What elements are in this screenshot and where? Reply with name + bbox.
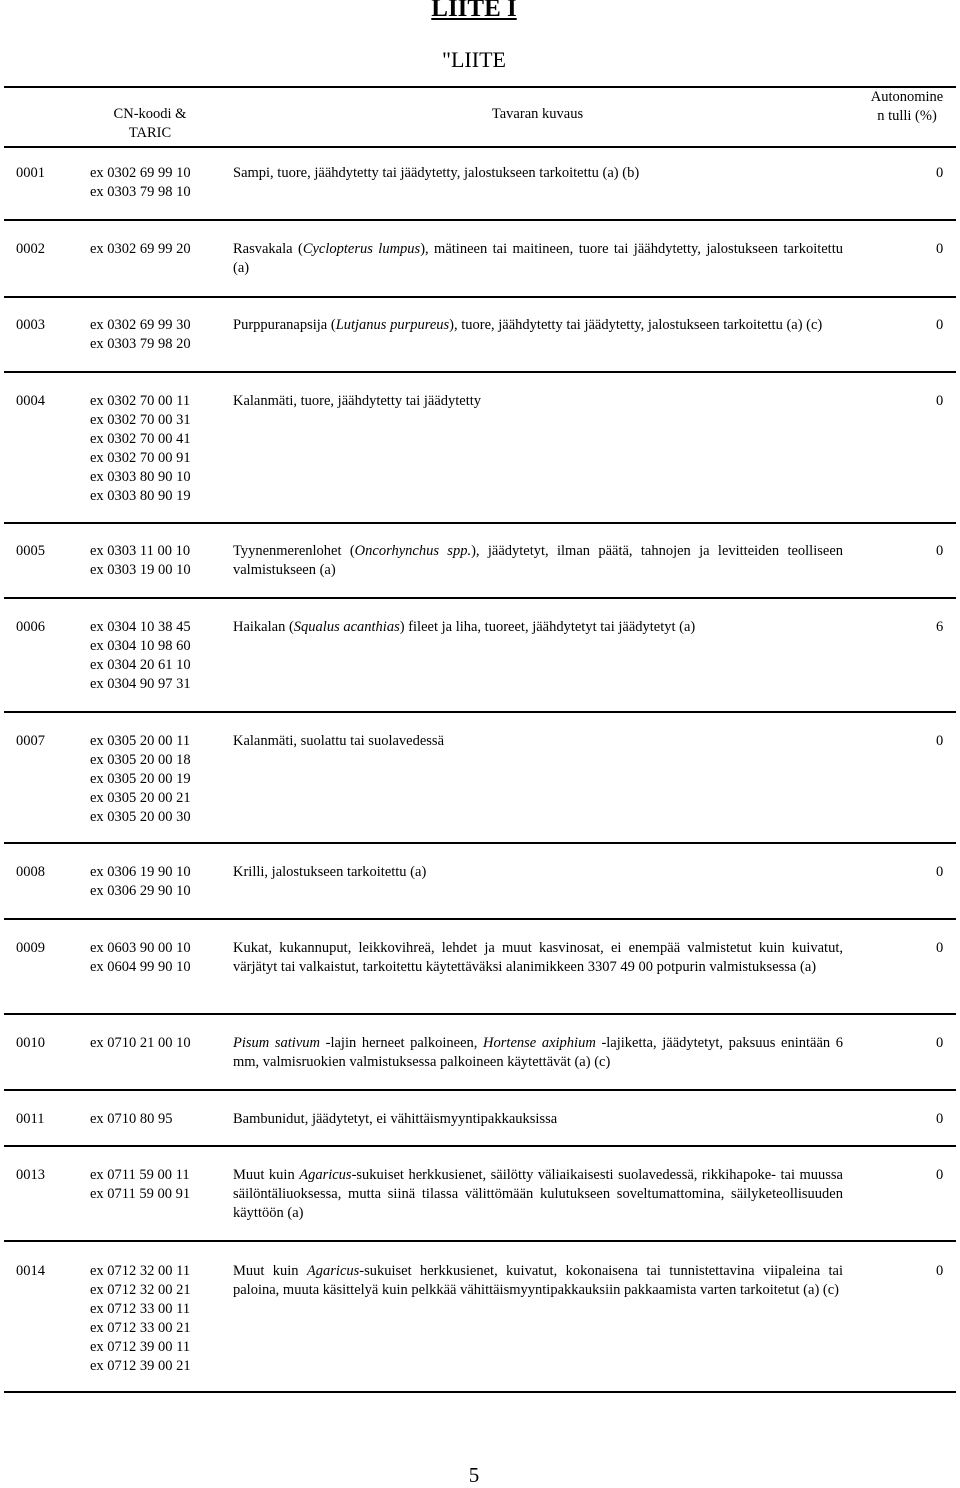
cn-code: ex 0303 11 00 10 xyxy=(90,543,191,559)
description-text: Kalanmäti, tuore, jäähdytetty tai jäädytetty xyxy=(233,393,482,409)
cn-code-list xyxy=(90,164,220,202)
table-top-rule xyxy=(4,86,956,88)
species-name: Cyclopterus lumpus xyxy=(302,241,421,257)
cn-code: ex 0305 20 00 11 xyxy=(90,733,191,749)
cn-code-list xyxy=(90,863,220,901)
row-number: 0011 xyxy=(16,1111,45,1127)
description-text: -sukuiset herkkusienet, säilötty väliaikaisesti suolavedessä, rikkihapoke- tai muussa säilöntäliuoksessa, mutta siinä tilassa välittömään kulutukseen soveltumattomina, säilyketeollisuuden käyttöön (a) xyxy=(233,1167,843,1221)
duty-rate: 0 xyxy=(936,864,944,880)
row-number: 0007 xyxy=(16,733,45,749)
cn-code: ex 0302 69 99 10 xyxy=(90,165,191,181)
goods-description xyxy=(233,1262,843,1300)
column-header-cn-line1: CN-koodi & xyxy=(113,106,187,122)
duty-rate: 0 xyxy=(936,543,944,559)
duty-rate: 0 xyxy=(936,733,944,749)
row-number: 0005 xyxy=(16,543,45,559)
cn-code-list xyxy=(90,732,220,827)
row-number: 0009 xyxy=(16,940,45,956)
row-divider xyxy=(4,1240,956,1242)
species-name: Oncorhynchus spp. xyxy=(354,543,472,559)
description-text: Muut kuin xyxy=(233,1167,300,1183)
column-header-duty xyxy=(860,88,954,126)
duty-rate: 0 xyxy=(936,393,944,409)
column-header-duty-line1: Autonomine xyxy=(870,89,944,105)
cn-code: ex 0303 19 00 10 xyxy=(90,562,191,578)
goods-description xyxy=(233,164,843,183)
description-text: Purppuranapsija ( xyxy=(233,317,336,333)
row-divider xyxy=(4,1391,956,1393)
cn-code-list xyxy=(90,316,220,354)
cn-code: ex 0305 20 00 21 xyxy=(90,790,191,806)
cn-code: ex 0302 69 99 30 xyxy=(90,317,191,333)
cn-code: ex 0304 90 97 31 xyxy=(90,676,191,692)
goods-description xyxy=(233,240,843,278)
description-text: Bambunidut, jäädytetyt, ei vähittäismyyntipakkauksissa xyxy=(233,1111,558,1127)
cn-code: ex 0304 20 61 10 xyxy=(90,657,191,673)
goods-description xyxy=(233,732,843,751)
column-header-cn xyxy=(100,105,200,143)
column-header-cn-line2: TARIC xyxy=(128,125,172,141)
species-name: Hortense axiphium xyxy=(483,1035,596,1051)
row-divider xyxy=(4,522,956,524)
cn-code-list xyxy=(90,618,220,694)
row-divider xyxy=(4,711,956,713)
row-divider xyxy=(4,842,956,844)
goods-description xyxy=(233,618,843,637)
goods-description xyxy=(233,542,843,580)
description-text: -lajiketta, jäädytetyt, paksuus enintään 6 mm, valmisruokien valmistuksessa palkoineen käytettävät (a) (c) xyxy=(233,1035,844,1070)
cn-code-list xyxy=(90,1166,220,1204)
cn-code: ex 0711 59 00 11 xyxy=(90,1167,190,1183)
row-number: 0014 xyxy=(16,1263,45,1279)
description-text: Muut kuin xyxy=(233,1263,307,1279)
description-text: Kalanmäti, suolattu tai suolavedessä xyxy=(233,733,445,749)
row-number: 0001 xyxy=(16,165,45,181)
row-number: 0013 xyxy=(16,1167,45,1183)
cn-code: ex 0712 33 00 21 xyxy=(90,1320,191,1336)
cn-code: ex 0304 10 38 45 xyxy=(90,619,191,635)
description-text: -lajin herneet palkoineen, xyxy=(320,1035,484,1051)
cn-code: ex 0712 32 00 11 xyxy=(90,1263,191,1279)
duty-rate: 0 xyxy=(936,1167,944,1183)
row-divider xyxy=(4,597,956,599)
goods-description xyxy=(233,863,843,882)
row-number: 0004 xyxy=(16,393,45,409)
duty-rate: 0 xyxy=(936,1111,944,1127)
cn-code: ex 0604 99 90 10 xyxy=(90,959,191,975)
description-text: Tyynenmerenlohet ( xyxy=(233,543,355,559)
description-text: ), jäädytetyt, ilman päätä, tahnojen ja levitteiden teolliseen valmistukseen (a) xyxy=(233,543,844,578)
row-number: 0002 xyxy=(16,241,45,257)
goods-description xyxy=(233,392,843,411)
cn-code-list xyxy=(90,1034,220,1053)
page-number: 5 xyxy=(468,1463,480,1487)
goods-description xyxy=(233,939,843,977)
species-name: Agaricus xyxy=(299,1167,352,1183)
row-divider xyxy=(4,1145,956,1147)
cn-code-list xyxy=(90,1110,220,1129)
liite-label: "LIITE xyxy=(442,47,506,72)
description-text: Krilli, jalostukseen tarkoitettu (a) xyxy=(233,864,427,880)
duty-rate: 0 xyxy=(936,940,944,956)
cn-code: ex 0306 29 90 10 xyxy=(90,883,191,899)
row-number: 0003 xyxy=(16,317,45,333)
row-number: 0010 xyxy=(16,1035,45,1051)
cn-code: ex 0305 20 00 18 xyxy=(90,752,191,768)
species-name: Agaricus xyxy=(306,1263,360,1279)
cn-code: ex 0710 80 95 xyxy=(90,1111,173,1127)
header-bottom-rule xyxy=(4,146,956,148)
cn-code: ex 0303 80 90 19 xyxy=(90,488,191,504)
description-text: Rasvakala ( xyxy=(233,241,303,257)
cn-code: ex 0710 21 00 10 xyxy=(90,1035,191,1051)
description-text: Sampi, tuore, jäähdytetty tai jäädytetty, jalostukseen tarkoitettu (a) (b) xyxy=(233,165,640,181)
goods-description xyxy=(233,316,843,335)
annex-title: LIITE I xyxy=(431,0,517,22)
row-number: 0008 xyxy=(16,864,45,880)
description-text: ), tuore, jäähdytetty tai jäädytetty, jalostukseen tarkoitettu (a) (c) xyxy=(449,317,823,333)
duty-rate: 0 xyxy=(936,241,944,257)
description-text: Haikalan ( xyxy=(233,619,294,635)
cn-code: ex 0603 90 00 10 xyxy=(90,940,191,956)
cn-code: ex 0305 20 00 30 xyxy=(90,809,191,825)
cn-code: ex 0303 79 98 20 xyxy=(90,336,191,352)
cn-code-list xyxy=(90,939,220,977)
cn-code: ex 0302 70 00 41 xyxy=(90,431,191,447)
species-name: Pisum sativum xyxy=(233,1035,320,1051)
row-divider xyxy=(4,219,956,221)
cn-code: ex 0712 33 00 11 xyxy=(90,1301,191,1317)
column-header-duty-line2: n tulli (%) xyxy=(877,108,937,124)
cn-code: ex 0303 79 98 10 xyxy=(90,184,191,200)
description-text: -sukuiset herkkusienet, kuivatut, kokonaisena tai tunnistettavina viipaleina tai paloina, muuta käsittelyä kuin pelkkää vähittäismyyntipakkauksiin pakkaamista varten tarkoitetut (a) (c) xyxy=(233,1263,843,1298)
species-name: Lutjanus purpureus xyxy=(335,317,450,333)
cn-code: ex 0712 39 00 11 xyxy=(90,1339,191,1355)
cn-code: ex 0305 20 00 19 xyxy=(90,771,191,787)
description-text: ) fileet ja liha, tuoreet, jäähdytetyt tai jäädytetyt (a) xyxy=(399,619,696,635)
cn-code: ex 0712 32 00 21 xyxy=(90,1282,191,1298)
cn-code: ex 0306 19 90 10 xyxy=(90,864,191,880)
cn-code: ex 0302 70 00 31 xyxy=(90,412,191,428)
cn-code: ex 0302 70 00 91 xyxy=(90,450,191,466)
row-divider xyxy=(4,371,956,373)
duty-rate: 0 xyxy=(936,165,944,181)
duty-rate: 0 xyxy=(936,1035,944,1051)
goods-description xyxy=(233,1110,843,1129)
row-divider xyxy=(4,1013,956,1015)
goods-description xyxy=(233,1166,843,1223)
cn-code-list xyxy=(90,240,220,259)
duty-rate: 0 xyxy=(936,317,944,333)
cn-code: ex 0303 80 90 10 xyxy=(90,469,191,485)
row-divider xyxy=(4,296,956,298)
column-header-description: Tavaran kuvaus xyxy=(491,106,584,122)
description-text: Kukat, kukannuput, leikkovihreä, lehdet ja muut kasvinosat, ei enempää valmistetut kuin kuivatut, värjätyt tai valkaistut, tarkoitettu käytettäväksi alanimikkeen 3307 49 00 potpurin valmistuksessa (a) xyxy=(233,940,843,975)
cn-code: ex 0712 39 00 21 xyxy=(90,1358,191,1374)
row-number: 0006 xyxy=(16,619,45,635)
cn-code-list xyxy=(90,392,220,506)
description-text: ), mätineen tai maitineen, tuore tai jäähdytetty, jalostukseen tarkoitettu (a) xyxy=(233,241,843,276)
row-divider xyxy=(4,1089,956,1091)
cn-code: ex 0302 70 00 11 xyxy=(90,393,191,409)
species-name: Squalus acanthias xyxy=(293,619,400,635)
cn-code-list xyxy=(90,542,220,580)
cn-code: ex 0302 69 99 20 xyxy=(90,241,191,257)
cn-code-list xyxy=(90,1262,220,1376)
cn-code: ex 0711 59 00 91 xyxy=(90,1186,191,1202)
row-divider xyxy=(4,918,956,920)
duty-rate: 0 xyxy=(936,1263,944,1279)
cn-code: ex 0304 10 98 60 xyxy=(90,638,191,654)
goods-description xyxy=(233,1034,843,1072)
duty-rate: 6 xyxy=(936,619,944,635)
